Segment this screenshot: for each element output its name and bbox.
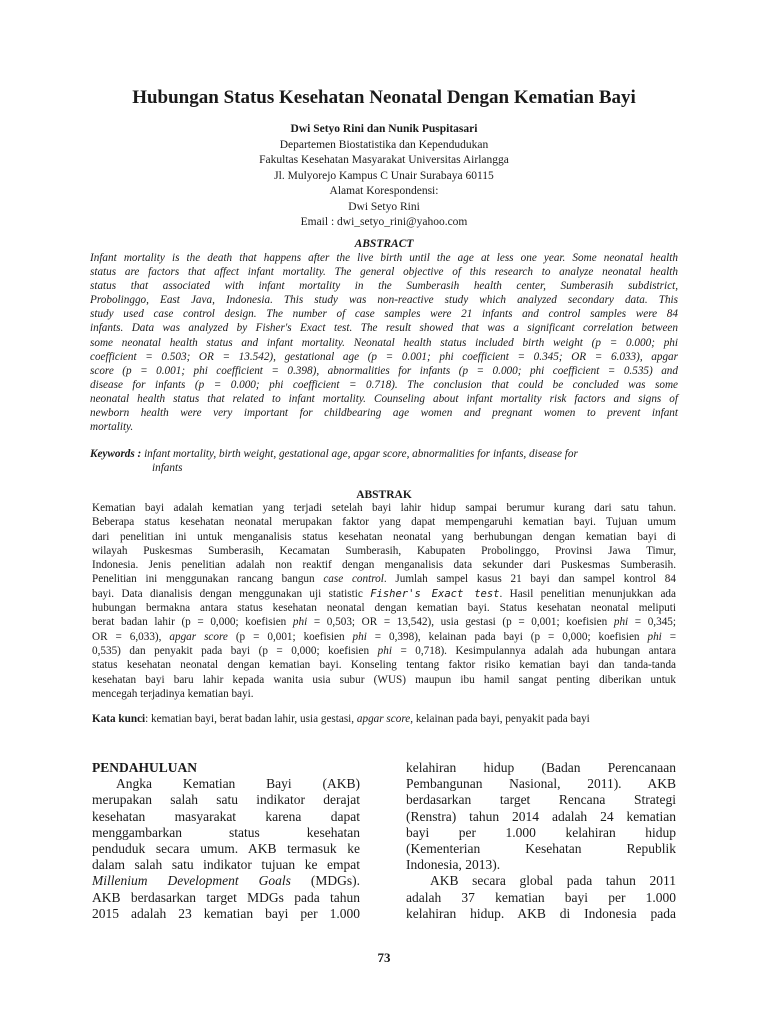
abstract-line: score (p = 0.001; phi coefficient = 0.398), abnormalities for infants (p = 0.000; phi coefficient = 0.535) and [90, 364, 678, 377]
keywords-label: Keywords : [90, 448, 142, 460]
affiliation-line: Jl. Mulyorejo Kampus C Unair Surabaya 60115 [274, 169, 494, 182]
body-line: Indonesia, 2013). [406, 857, 501, 873]
abstrak-italic: phi [647, 630, 662, 643]
kata-kunci-italic: apgar score [356, 713, 411, 725]
abstrak-italic: phi [352, 630, 367, 643]
abstrak-italic: case control [323, 573, 384, 586]
body-line: penduduk secara umum. AKB termasuk ke [92, 841, 360, 857]
kata-kunci-text: , kelainan pada bayi, penyakit pada bayi [410, 713, 590, 725]
abstrak-line: Beberapa status kesehatan neonatal merupakan faktor yang dapat mempengaruhi kematian bayi. Tujuan umum [92, 516, 676, 529]
abstrak-line [92, 615, 676, 629]
abstract-line: study used case control design. The number of case samples were 21 infants and control samples were 84 [90, 308, 678, 321]
left-column [92, 760, 360, 922]
author-names: Dwi Setyo Rini dan Nunik Puspitasari [290, 123, 478, 135]
abstract-line: status are factors that affect infant mortality. The general objective of this research to analyze neonatal health [90, 266, 678, 279]
body-line: Angka Kematian Bayi (AKB) [116, 776, 360, 792]
mdg-text: (MDGs). [290, 873, 360, 889]
abstrak-line [92, 630, 676, 644]
body-line: adalah 37 kematian bayi per 1.000 [406, 889, 676, 905]
abstrak-line: Indonesia. Jenis penelitian adalah non reaktif dengan menganalisis data sekunder dari Puskesmas Sumberasih. [92, 559, 676, 572]
page-number: 73 [377, 950, 391, 965]
affiliation-line: Fakultas Kesehatan Masyarakat Universitas Airlangga [259, 154, 509, 167]
abstract-line: newborn health were very important for childbearing age women and pregnant women to prevent infant [90, 407, 678, 420]
body-line: AKB berdasarkan target MDGs pada tahun [92, 889, 360, 905]
keywords-block [90, 447, 678, 475]
abstrak-line: mencegah terjadinya kematian bayi. [92, 687, 254, 700]
abstrak-body [92, 501, 676, 701]
abstract-line: mortality. [90, 421, 134, 434]
body-line: (Renstra) tahun 2014 adalah 24 kematian [406, 808, 676, 824]
abstrak-line [92, 572, 676, 586]
abstrak-line [92, 644, 676, 658]
paper-title: Hubungan Status Kesehatan Neonatal Dengan Kematian Bayi [132, 87, 636, 108]
body-line: merupakan salah satu indikator derajat [92, 792, 360, 808]
abstrak-text: = [661, 630, 677, 643]
body-line: dalam salah satu indikator tujuan ke empat [92, 857, 360, 873]
section-heading-pendahuluan: PENDAHULUAN [92, 760, 198, 775]
abstrak-line: dari penelitian ini untuk menganalisis status kesehatan neonatal yang berhubungan dengan kematian bayi di [92, 530, 676, 543]
correspondence-name: Dwi Setyo Rini [348, 200, 420, 213]
abstrak-text: Penelitian ini menggunakan rancang bangun [92, 573, 324, 586]
mdg-italic: Millenium Development Goals [92, 873, 291, 889]
kata-kunci-label: Kata kunci [92, 713, 146, 725]
body-line: menggambarkan status kesehatan [92, 824, 360, 840]
abstrak-text: = 0,345; [628, 616, 676, 629]
abstrak-text: . Jumlah sampel kasus 21 bayi dan sampel kontrol 84 [383, 573, 676, 586]
abstract-line: coefficient = 0.503; OR = 13.542), gestational age (p = 0.001; phi coefficient = 0.345; OR = 6.033), apgar [90, 350, 678, 363]
abstrak-text: berat badan lahir (p = 0,000; koefisien [92, 616, 293, 629]
correspondence-email: Email : dwi_setyo_rini@yahoo.com [300, 216, 468, 229]
abstrak-text: = 0,718). Kesimpulannya adalah ada hubungan antara [391, 644, 676, 657]
abstract-line: neonatal health status that related to infant mortality. Counseling about infant mortality risk factors and signs of [90, 392, 678, 405]
abstrak-line: wilayah Puskesmas Sumberasih, Kecamatan Sumberasih, Kabupaten Probolinggo, Provinsi Jawa Timur, [92, 544, 676, 557]
affiliation-block [120, 138, 648, 230]
body-line: (Kementerian Kesehatan Republik [406, 841, 676, 857]
abstrak-line [92, 587, 676, 601]
kata-kunci-block [92, 712, 676, 726]
body-line [92, 873, 360, 889]
abstrak-text: 0,535) dan penyakit pada bayi (p = 0,000; koefisien [92, 644, 378, 657]
abstrak-line: kesehatan bayi baru lahir kepada wanita usia subur (WUS) maupun ibu hamil sangat penting diberikan untuk [92, 673, 676, 686]
abstrak-line: Kematian bayi adalah kematian yang terjadi setelah bayi lahir hidup sampai berumur kurang dari satu tahun. [92, 502, 676, 514]
body-line: berdasarkan target Rencana Strategi [406, 792, 676, 808]
abstrak-italic: phi [292, 616, 308, 629]
abstrak-text: = 0,503; OR = 13,542), usia gestasi (p = 0,001; koefisien [307, 616, 614, 629]
affiliation-line: Departemen Biostatistika dan Kependudukan [279, 139, 489, 151]
body-line: kesehatan masyarakat karena dapat [92, 808, 360, 824]
body-line: bayi per 1.000 kelahiran hidup [406, 824, 676, 840]
abstrak-heading: ABSTRAK [356, 489, 412, 501]
body-line: Pembangunan Nasional, 2011). AKB [406, 776, 676, 792]
body-line: AKB secara global pada tahun 2011 [430, 873, 676, 889]
keywords-text-cont: infants [152, 462, 183, 475]
body-line: kelahiran hidup (Badan Perencanaan [406, 760, 676, 775]
abstrak-text: bayi. Data dianalisis dengan menggunakan uji statistic [92, 587, 371, 600]
abstract-heading: ABSTRACT [354, 238, 414, 250]
correspondence-label: Alamat Korespondensi: [329, 185, 439, 198]
abstrak-italic: phi [377, 644, 392, 657]
abstract-line: status that associated with infant mortality in the Sumberasih health center, Sumberasih subdistrict, [90, 280, 678, 293]
abstrak-text: = 0,398), kelainan pada bayi (p = 0,000; koefisien [366, 630, 648, 643]
right-column [406, 760, 676, 922]
abstrak-text: (p = 0,001; koefisien [227, 630, 353, 643]
abstrak-italic: phi [613, 616, 629, 629]
abstrak-text: OR = 6,033), [92, 630, 170, 643]
body-line: 2015 adalah 23 kematian bayi per 1.000 [92, 905, 360, 921]
abstrak-text: . Hasil penelitian menunjukkan ada [499, 587, 676, 600]
abstract-line: infants. Data was analyzed by Fisher's Exact test. The result showed that was a significant correlation between [90, 322, 678, 335]
abstrak-line: hubungan bermakna antara status kesehatan neonatal dengan kematian bayi. Status kesehatan neonatal meliputi [92, 602, 676, 615]
abstract-line: Probolinggo, East Java, Indonesia. This study was non-reactive study which analyzed secondary data. This [90, 294, 678, 307]
abstract-line: disease for infants (p = 0.000; phi coefficient = 0.718). The conclusion that could be concluded was some [90, 378, 678, 391]
abstract-body [90, 251, 678, 434]
abstrak-line: status kesehatan neonatal dengan kematian bayi. Konseling tentang faktor risiko kematian bayi dan tanda-tanda [92, 659, 676, 672]
abstrak-italic: Fisher's Exact test [370, 587, 500, 600]
kata-kunci-text: : kematian bayi, berat badan lahir, usia gestasi, [145, 713, 357, 725]
body-line: kelahiran hidup. AKB di Indonesia pada [406, 905, 676, 921]
keywords-text: infant mortality, birth weight, gestational age, apgar score, abnormalities for infants, disease for [144, 448, 578, 460]
abstrak-italic: apgar score [169, 630, 228, 643]
abstract-line: Infant mortality is the death that happens after the live birth until the age at less one year. Some neonatal health [90, 252, 678, 264]
abstract-line: some neonatal health status and infant mortality. Neonatal health status included birth weight (p = 0.000; phi [90, 336, 678, 349]
